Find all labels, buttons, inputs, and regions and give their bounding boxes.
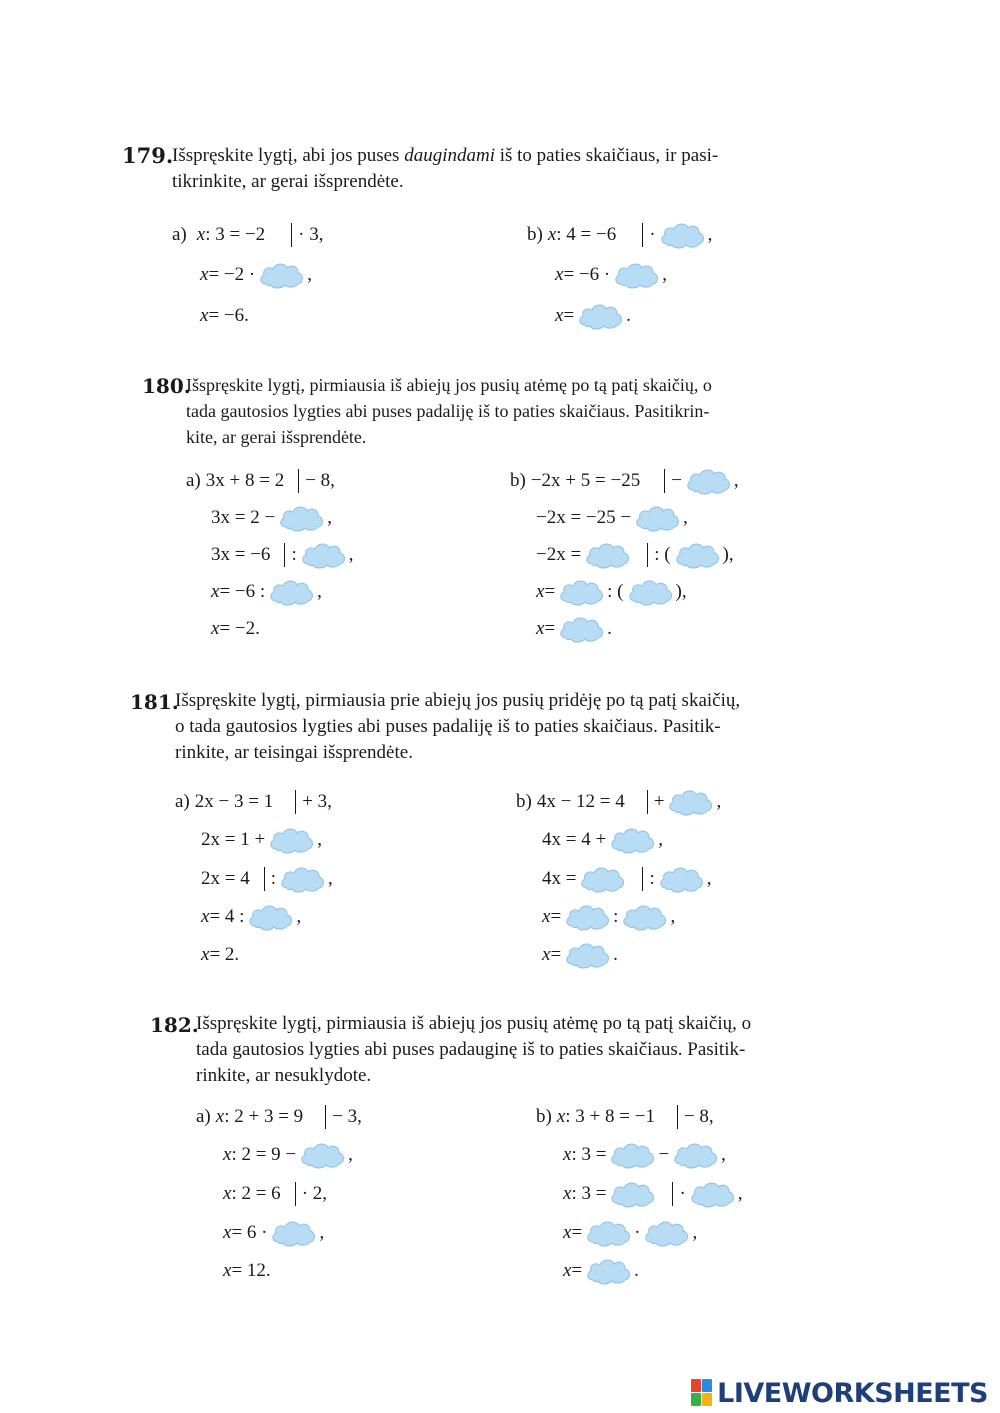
answer-cloud-input[interactable] (564, 940, 610, 970)
answer-cloud-input[interactable] (299, 1140, 345, 1170)
equation-line: x = . (563, 1256, 639, 1286)
equation-line: x = 4 : , (201, 902, 301, 932)
operation-bar (664, 469, 665, 493)
answer-cloud-input[interactable] (268, 577, 314, 607)
equation-line: 3x = −6 : , (211, 540, 353, 570)
operation-bar (291, 223, 292, 247)
equation-line: a) x : 2 + 3 = 9 − 3, (196, 1106, 362, 1127)
exercise-instruction: Išspręskite lygtį, pirmiausia iš abiejų jos pusių atėmę po tą patį skaičių, o tada gautosios lygties abi puses padauginę iš to paties skaičiaus. Pasitik- rinkite, ar nesuklydote. (196, 1013, 752, 1086)
liveworksheets-logo (691, 1376, 988, 1410)
operation-bar (647, 790, 648, 814)
exercise-number: 181. (130, 690, 179, 714)
operation-bar (677, 1105, 678, 1129)
equation-line: a) 2x − 3 = 1 + 3, (175, 791, 332, 812)
answer-cloud-input[interactable] (609, 1140, 655, 1170)
equation-line: 3x = 2 − , (211, 503, 332, 533)
operation-bar (298, 469, 299, 493)
equation-line: 4x = : , (542, 864, 712, 894)
answer-cloud-input[interactable] (247, 902, 293, 932)
operation-bar (325, 1105, 326, 1129)
exercise-instruction: Išspręskite lygtį, abi jos puses daugindami iš to paties skaičiaus, ir pasi- tikrinkite, ar gerai išsprendėte. (172, 145, 719, 192)
exercise-number: 179. (122, 143, 174, 168)
equation-line: 4x = 4 + , (542, 825, 663, 855)
answer-cloud-input[interactable] (564, 902, 610, 932)
equation-line: x = 12. (223, 1260, 271, 1281)
equation-line: −2x = : ( ), (536, 540, 734, 570)
answer-cloud-input[interactable] (674, 540, 720, 570)
logo-text: LIVEWORKSHEETS (717, 1377, 988, 1409)
answer-cloud-input[interactable] (558, 577, 604, 607)
equation-line: a) x : 3 = −2 · 3, (172, 224, 324, 245)
answer-cloud-input[interactable] (643, 1218, 689, 1248)
equation-line: b) x : 3 + 8 = −1 − 8, (536, 1106, 714, 1127)
exercise-number: 180. (142, 374, 191, 398)
answer-cloud-input[interactable] (270, 1218, 316, 1248)
answer-cloud-input[interactable] (658, 864, 704, 894)
operation-bar (295, 790, 296, 814)
exercise-instruction: Išspręskite lygtį, pirmiausia prie abiejų jos pusių pridėję po tą patį skaičių, o tada gautosios lygties abi puses padaliję iš to paties skaičiaus. Pasitik- rinkite, ar teisingai išsprendėte. (175, 690, 741, 763)
equation-line: x = −6 · , (555, 260, 667, 290)
equation-line: a) 3x + 8 = 2 − 8, (186, 470, 335, 491)
answer-cloud-input[interactable] (577, 301, 623, 331)
equation-line: x : 3 = − , (563, 1140, 726, 1170)
equation-line: x = −6 : , (211, 577, 322, 607)
operation-bar (295, 1182, 296, 1206)
answer-cloud-input[interactable] (609, 1179, 655, 1209)
operation-bar (647, 543, 648, 567)
equation-line: x = −2 · , (200, 260, 312, 290)
equation-line: 2x = 4 : , (201, 864, 333, 894)
answer-cloud-input[interactable] (300, 540, 346, 570)
exercise-number: 182. (150, 1013, 199, 1037)
equation-line: b) 4x − 12 = 4 + , (516, 787, 721, 817)
answer-cloud-input[interactable] (279, 864, 325, 894)
answer-cloud-input[interactable] (584, 540, 630, 570)
equation-line: b) x : 4 = −6 · , (527, 220, 712, 250)
answer-cloud-input[interactable] (672, 1140, 718, 1170)
equation-line: b) −2x + 5 = −25 − , (510, 466, 739, 496)
answer-cloud-input[interactable] (579, 864, 625, 894)
answer-cloud-input[interactable] (609, 825, 655, 855)
answer-cloud-input[interactable] (278, 503, 324, 533)
answer-cloud-input[interactable] (585, 1256, 631, 1286)
answer-cloud-input[interactable] (558, 614, 604, 644)
equation-line: x : 2 = 6 · 2, (223, 1183, 328, 1204)
equation-line: x : 2 = 9 − , (223, 1140, 353, 1170)
answer-cloud-input[interactable] (621, 902, 667, 932)
answer-cloud-input[interactable] (689, 1179, 735, 1209)
equation-line: x = 6 · , (223, 1218, 324, 1248)
equation-line: −2x = −25 − , (536, 503, 688, 533)
liveworksheets-logo-icon (691, 1379, 713, 1407)
answer-cloud-input[interactable] (667, 787, 713, 817)
answer-cloud-input[interactable] (258, 260, 304, 290)
operation-bar (642, 867, 643, 891)
equation-line: x = −6. (200, 305, 249, 326)
exercise-instruction: Išspręskite lygtį, pirmiausia iš abiejų jos pusių atėmę po tą patį skaičių, o tada gautosios lygties abi puses padaliję iš to paties skaičiaus. Pasitikrin- kite, ar gerai išsprendėte. (186, 375, 712, 447)
answer-cloud-input[interactable] (627, 577, 673, 607)
answer-cloud-input[interactable] (659, 220, 705, 250)
operation-bar (264, 867, 265, 891)
equation-line: x : 3 = · , (563, 1179, 743, 1209)
answer-cloud-input[interactable] (613, 260, 659, 290)
equation-line: x = . (536, 614, 612, 644)
equation-line: x = : ( ), (536, 577, 687, 607)
equation-line: x = · , (563, 1218, 697, 1248)
operation-bar (672, 1182, 673, 1206)
answer-cloud-input[interactable] (634, 503, 680, 533)
equation-line: x = : , (542, 902, 675, 932)
equation-line: x = . (555, 301, 631, 331)
answer-cloud-input[interactable] (585, 1218, 631, 1248)
equation-line: 2x = 1 + , (201, 825, 322, 855)
equation-line: x = −2. (211, 618, 260, 639)
answer-cloud-input[interactable] (685, 466, 731, 496)
equation-line: x = . (542, 940, 618, 970)
operation-bar (642, 223, 643, 247)
operation-bar (284, 543, 285, 567)
answer-cloud-input[interactable] (268, 825, 314, 855)
equation-line: x = 2. (201, 944, 240, 965)
